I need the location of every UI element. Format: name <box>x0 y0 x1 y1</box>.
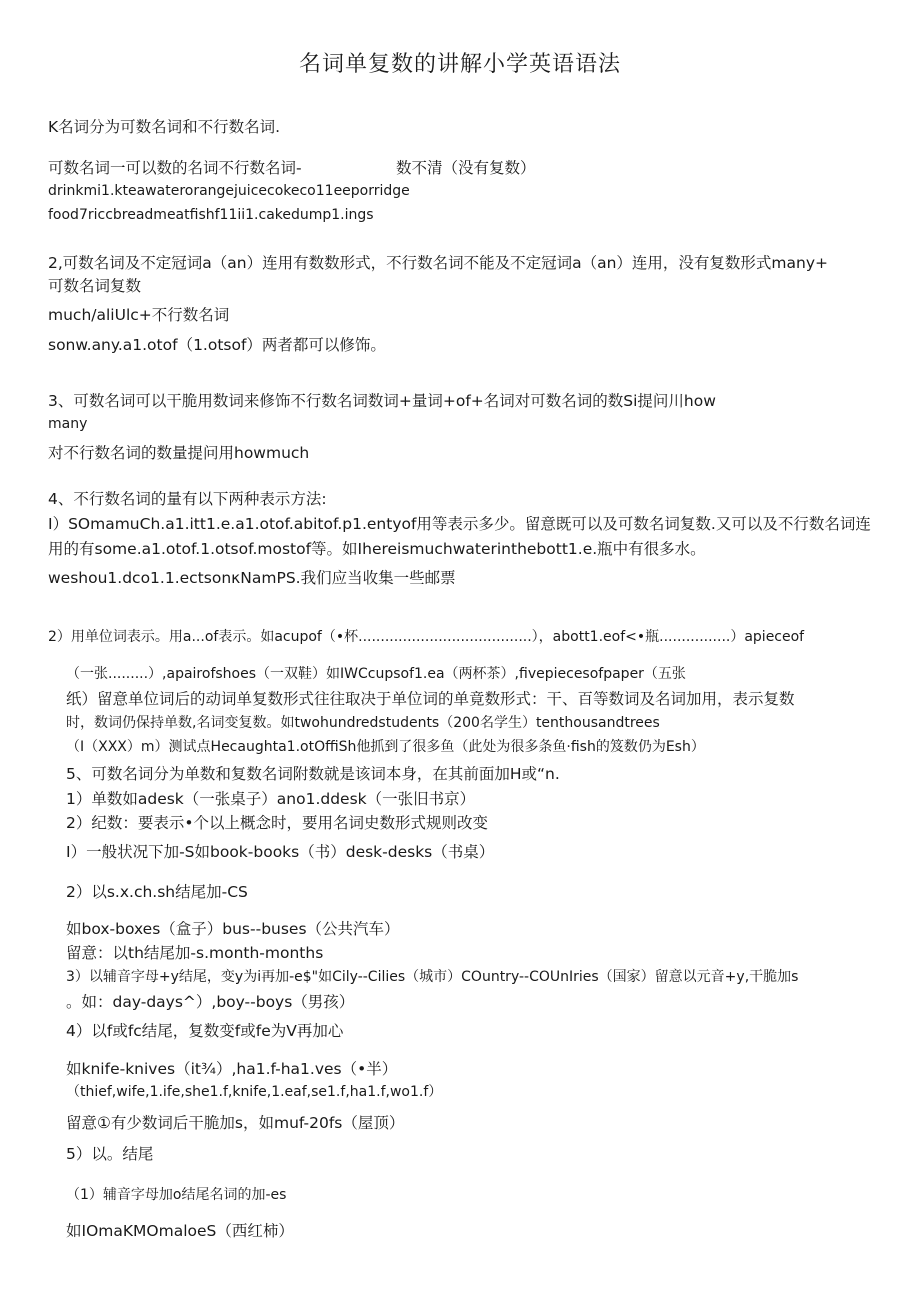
section3-line-1: 3、可数名词可以干脆用数词来修饰不行数名词数词+量词+of+名词对可数名词的数Si提问川how <box>48 392 716 410</box>
section4-line-3: weshou1.dco1.1.ectsonκNamPS.我们应当收集一些邮票 <box>48 569 456 587</box>
page-title: 名词单复数的讲解小学英语语法 <box>298 52 621 77</box>
section2-line-3: much/aliUlc+不行数名词 <box>48 306 230 324</box>
unit-words-line-1: 2）用单位词表示。用a...of表示。如acupof（•杯.......................................），abott1.eof<•瓶................）apieceof <box>48 629 805 645</box>
singular-example: 1）单数如adesk（一张桌子）ano1.ddesk（一张旧书京） <box>66 790 476 808</box>
rule-5-sub-1: （1）辅音字母加o结尾名词的加-es <box>66 1187 287 1203</box>
section2-line-4: sonw.any.a1.otof（1.otsof）两者都可以修饰。 <box>48 336 386 354</box>
section4-line-1: I）SOmamuCh.a1.itt1.e.a1.otof.abitof.p1.entyof用等表示多少。留意既可以及可数名词复数.又可以及不行数名词连 <box>48 515 871 533</box>
uncountable-definition: 数不清（没有复数） <box>396 159 536 177</box>
section3-line-3: 对不行数名词的数量提问用howmuch <box>48 444 310 462</box>
section3-line-2: many <box>48 416 88 432</box>
countable-definition: 可数名词一可以数的名词不行数名词- <box>48 159 302 177</box>
section4-heading: 4、不行数名词的量有以下两种表示方法: <box>48 490 327 508</box>
unit-words-line-2: （一张.........）,apairofshoes（一双鞋）如IWCcupsof1.ea（两杯茶）,fivepiecesofpaper（五张 <box>66 666 686 682</box>
unit-words-line-4: 时，数词仍保持单数,名词变复数。如twohundredstudents（200名学生）tenthousandtrees <box>66 715 660 731</box>
rule-4: 4）以f或fc结尾，复数变f或fe为V再加心 <box>66 1022 344 1040</box>
rule-4-example: 如knife-knives（it¾）,ha1.f-ha1.ves（•半） <box>66 1060 398 1078</box>
section2-line-1: 2,可数名词及不定冠词a（an）连用有数数形式，不行数名词不能及不定冠词a（an）连用，没有复数形式many+ <box>48 254 829 272</box>
rule-2: 2）以s.x.ch.sh结尾加-CS <box>66 883 248 901</box>
plural-intro: 2）纪数：要表示•个以上概念时，要用名词史数形式规则改变 <box>66 814 489 832</box>
unit-words-line-5: （I（XXX）m）测试点Hecaughta1.otOffiSh他抓到了很多鱼（此处为很多条鱼·fish的笈数仍为Esh） <box>66 739 705 755</box>
section1-heading: K名词分为可数名词和不行数名词. <box>48 118 281 136</box>
rule-4-note: 留意①有少数词后干脆加s，如muf-20fs（屋顶） <box>66 1114 405 1132</box>
rule-3-example: 。如：day-days^）,boy--boys（男孩） <box>66 993 355 1011</box>
rule-3: 3）以辅音字母+y结尾，变y为i再加-e$"如Cily--Cilies（城市）COuntry--COUnIries（国家）留意以元音+y,干脆加s <box>66 969 799 985</box>
unit-words-line-3: 纸）留意单位词后的动词单复数形式往往取决于单位词的单竟数形式：干、百等数词及名词加用，表示复数 <box>66 690 795 708</box>
uncountable-list-2: food7riccbreadmeatfishf11ii1.cakedump1.ings <box>48 207 374 223</box>
uncountable-list-1: drinkmi1.kteawaterorangejuicecokeco11eeporridge <box>48 183 410 199</box>
rule-4-word-list: （thief,wife,1.ife,she1.f,knife,1.eaf,se1.f,ha1.f,wo1.f） <box>66 1084 443 1100</box>
section4-line-2: 用的有some.a1.otof.1.otsof.mostof等。如Ihereismuchwaterinthebott1.e.瓶中有很多水。 <box>48 540 706 558</box>
rule-5: 5）以。结尾 <box>66 1145 154 1163</box>
rule-5-example: 如IOmaKMOmaloeS（西红柿） <box>66 1222 294 1240</box>
section5-heading: 5、可数名词分为单数和复数名词附数就是该词本身，在其前面加H或“n. <box>66 765 560 783</box>
rule-1: I）一般状况下加-S如book-books（书）desk-desks（书桌） <box>66 843 495 861</box>
section2-line-2: 可数名词复数 <box>48 277 142 295</box>
rule-2-example: 如box-boxes（盒子）bus--buses（公共汽车） <box>66 920 400 938</box>
rule-2-note: 留意：以th结尾加-s.month-months <box>66 944 324 962</box>
